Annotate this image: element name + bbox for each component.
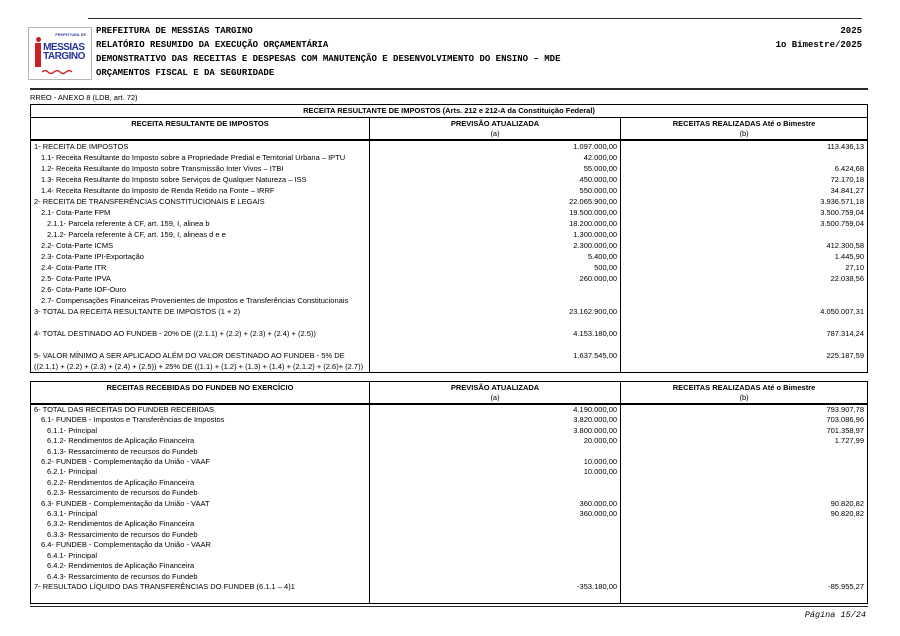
table-row [31, 229, 868, 240]
row-label: 2.2- Cota-Parte ICMS [41, 241, 114, 250]
value-previsao-atualizada [369, 339, 620, 350]
row-label: 2.1- Cota-Parte FPM [41, 208, 111, 217]
table-row [31, 561, 868, 571]
value-receitas-realizadas [621, 540, 868, 550]
table-row [31, 572, 868, 582]
value-previsao-atualizada: 4.153.180,00 [369, 328, 620, 339]
table-row [31, 284, 868, 295]
value-previsao-atualizada [369, 519, 620, 529]
column-header-receita: RECEITA RESULTANTE DE IMPOSTOS [31, 118, 370, 141]
value-previsao-atualizada [369, 478, 620, 488]
table-row [31, 152, 868, 163]
header-bottom-rule [30, 88, 868, 90]
table-row [31, 295, 868, 306]
value-receitas-realizadas: 4.050.007,31 [621, 306, 868, 317]
value-previsao-atualizada: 55.000,00 [369, 163, 620, 174]
value-previsao-atualizada [369, 317, 620, 328]
value-receitas-realizadas: 3.500.759,04 [621, 207, 868, 218]
row-label: 6.2.2- Rendimentos de Aplicação Financeira [47, 477, 195, 487]
value-receitas-realizadas [621, 561, 868, 571]
row-label: 1.3- Receita Resultante do Imposto sobre Serviços de Qualquer Natureza – ISS [41, 175, 307, 184]
prefeitura-logo [28, 27, 92, 80]
report-period: 1o Bimestre/2025 [775, 40, 862, 50]
value-previsao-atualizada: 3.820.000,00 [369, 415, 620, 425]
value-receitas-realizadas: 412.300,58 [621, 240, 868, 251]
table-row [31, 174, 868, 185]
row-label: 6.1.1- Principal [47, 425, 98, 435]
value-receitas-realizadas [621, 519, 868, 529]
value-receitas-realizadas: 90.820,82 [621, 509, 868, 519]
table-row [31, 185, 868, 196]
row-label: 6.4.1- Principal [47, 550, 98, 560]
row-label: 2.1.2- Parcela referente à CF, art. 159, I, alineas d e e [47, 230, 226, 239]
column-header-previsao: PREVISÃO ATUALIZADA (a) [369, 118, 620, 141]
value-previsao-atualizada: 1.300.000,00 [369, 229, 620, 240]
value-previsao-atualizada [369, 488, 620, 498]
value-previsao-atualizada: 20.000,00 [369, 436, 620, 446]
table-row [31, 457, 868, 467]
value-receitas-realizadas: 701.358,97 [621, 426, 868, 436]
value-receitas-realizadas: 793.907,78 [621, 404, 868, 415]
value-receitas-realizadas: 1.727,99 [621, 436, 868, 446]
value-receitas-realizadas [621, 592, 868, 603]
value-receitas-realizadas [621, 457, 868, 467]
table1-title: RECEITA RESULTANTE DE IMPOSTOS (Arts. 212 e 212-A da Constituição Federal) [31, 105, 868, 118]
spacer-row [31, 317, 868, 328]
anexo-label: RREO - ANEXO 8 (LDB, art. 72) [30, 93, 138, 102]
value-receitas-realizadas [621, 530, 868, 540]
table-row [31, 273, 868, 284]
value-receitas-realizadas [621, 284, 868, 295]
value-previsao-atualizada: 360.000,00 [369, 499, 620, 509]
row-label: 6.2- FUNDEB - Complementação da União - VAAF [41, 457, 211, 467]
value-receitas-realizadas [621, 572, 868, 582]
value-receitas-realizadas [621, 229, 868, 240]
row-label: 2- RECEITA DE TRANSFERÊNCIAS CONSTITUCIONAIS E LEGAIS [34, 197, 265, 206]
value-receitas-realizadas: 22.038,56 [621, 273, 868, 284]
value-receitas-realizadas: 787.314,24 [621, 328, 868, 339]
report-title: RELATÓRIO RESUMIDO DA EXECUÇÃO ORÇAMENTÁRIA [96, 40, 329, 50]
value-previsao-atualizada: -353.180,00 [369, 582, 620, 592]
table1-title-row [31, 105, 868, 118]
table-row [31, 426, 868, 436]
value-previsao-atualizada [369, 592, 620, 603]
value-receitas-realizadas [621, 488, 868, 498]
value-previsao-atualizada: 19.500.000,00 [369, 207, 620, 218]
table-row [31, 404, 868, 415]
value-previsao-atualizada [369, 284, 620, 295]
page-number: Página 15/24 [804, 610, 866, 620]
row-label: 7- RESULTADO LÍQUIDO DAS TRANSFERÊNCIAS DO FUNDEB (6.1.1 – 4)1 [34, 581, 295, 591]
row-label: 5- VALOR MÍNIMO A SER APLICADO ALÉM DO VALOR DESTINADO AO FUNDEB - 5% DE ((2.1.1) + (2.2) + (2.3) + (2.4) + (2.5)) + 25% DE ((1.1) + (1.2) + (1.3) + (1.4) + (2.1.2) + (2.6)+ (2.7)) [34, 351, 364, 371]
value-previsao-atualizada: 18.200.000,00 [369, 218, 620, 229]
table-row [31, 478, 868, 488]
table-row [31, 530, 868, 540]
column-header-realizadas: RECEITAS REALIZADAS Até o Bimestre (b) [621, 118, 868, 141]
value-previsao-atualizada [369, 572, 620, 582]
table-row [31, 163, 868, 174]
value-previsao-atualizada [369, 530, 620, 540]
table-row [31, 519, 868, 529]
table-row [31, 262, 868, 273]
logo-row [35, 37, 85, 67]
row-label: 6.4.3- Ressarcimento de recursos do Fundeb [47, 571, 198, 581]
value-previsao-atualizada [369, 540, 620, 550]
value-receitas-realizadas: 90.820,82 [621, 499, 868, 509]
value-receitas-realizadas: 34.841,27 [621, 185, 868, 196]
column-header-previsao: PREVISÃO ATUALIZADA (a) [369, 382, 620, 405]
row-label: 6.3- FUNDEB - Complementação da União - VAAT [41, 498, 210, 508]
row-label [31, 339, 370, 350]
value-previsao-atualizada: 3.800.000,00 [369, 426, 620, 436]
table-row [31, 218, 868, 229]
value-receitas-realizadas [621, 447, 868, 457]
row-label: 2.5- Cota-Parte IPVA [41, 274, 111, 283]
value-previsao-atualizada [369, 561, 620, 571]
value-previsao-atualizada: 260.000,00 [369, 273, 620, 284]
table2-header-row [31, 382, 868, 405]
column-header-fundeb: RECEITAS RECEBIDAS DO FUNDEB NO EXERCÍCIO [31, 382, 370, 405]
table-row [31, 306, 868, 317]
table-row [31, 467, 868, 477]
value-receitas-realizadas: 225.187,59 [621, 350, 868, 373]
value-previsao-atualizada: 550.000,00 [369, 185, 620, 196]
value-previsao-atualizada [369, 551, 620, 561]
value-receitas-realizadas [621, 467, 868, 477]
value-previsao-atualizada [369, 295, 620, 306]
table-row [31, 251, 868, 262]
row-label: 2.7- Compensações Financeiras Provenientes de Impostos e Transferências Constitucionais [41, 296, 349, 305]
value-receitas-realizadas [621, 339, 868, 350]
value-receitas-realizadas: 3.500.759,04 [621, 218, 868, 229]
row-label: 1.1- Receita Resultante do Imposto sobre a Propriedade Predial e Territorial Urbana – IPTU [41, 153, 346, 162]
logo-name [43, 43, 85, 61]
row-label: 1.2- Receita Resultante do Imposto sobre Transmissão Inter Vivos – ITBI [41, 164, 284, 173]
row-label: 6.1- FUNDEB - Impostos e Transferências de Impostos [41, 415, 225, 425]
value-receitas-realizadas: 27,10 [621, 262, 868, 273]
value-previsao-atualizada: 42.000,00 [369, 152, 620, 163]
spacer-row [31, 339, 868, 350]
table-row [31, 207, 868, 218]
table1-header-row [31, 118, 868, 141]
table-row [31, 328, 868, 339]
report-subtitle: DEMONSTRATIVO DAS RECEITAS E DESPESAS COM MANUTENÇÃO E DESENVOLVIMENTO DO ENSINO – MDE [96, 54, 561, 64]
column-header-realizadas: RECEITAS REALIZADAS Até o Bimestre (b) [621, 382, 868, 405]
row-label: 2.4- Cota-Parte ITR [41, 263, 107, 272]
row-label: 6.3.2- Rendimentos de Aplicação Financeira [47, 519, 195, 529]
tables-area [30, 104, 868, 604]
row-label: 4- TOTAL DESTINADO AO FUNDEB - 20% DE ((2.1.1) + (2.2) + (2.3) + (2.4) + (2.5)) [34, 329, 316, 338]
value-previsao-atualizada: 10.000,00 [369, 467, 620, 477]
value-previsao-atualizada: 5.400,00 [369, 251, 620, 262]
table-row [31, 350, 868, 373]
value-previsao-atualizada [369, 447, 620, 457]
header-top-rule [88, 18, 862, 19]
table-row [31, 540, 868, 550]
row-label: 6.4- FUNDEB - Complementação da União - VAAR [41, 540, 211, 550]
report-scope: ORÇAMENTOS FISCAL E DA SEGURIDADE [96, 68, 275, 78]
fundeb-table [30, 381, 868, 604]
value-previsao-atualizada: 22.065.900,00 [369, 196, 620, 207]
table-row [31, 499, 868, 509]
value-previsao-atualizada: 500,00 [369, 262, 620, 273]
value-previsao-atualizada: 23.162.900,00 [369, 306, 620, 317]
value-receitas-realizadas: 1.445,90 [621, 251, 868, 262]
tables-gap [30, 373, 868, 381]
impostos-table [30, 104, 868, 373]
value-previsao-atualizada: 450.000,00 [369, 174, 620, 185]
table-row [31, 196, 868, 207]
value-previsao-atualizada: 2.300.000,00 [369, 240, 620, 251]
value-previsao-atualizada: 1.637.545,00 [369, 350, 620, 373]
row-label: 6.3.3- Ressarcimento de recursos do Fundeb [47, 529, 198, 539]
table-row [31, 447, 868, 457]
value-receitas-realizadas: 72.170,18 [621, 174, 868, 185]
row-label: 6.4.2- Rendimentos de Aplicação Financeira [47, 561, 195, 571]
value-previsao-atualizada: 1.097.000,00 [369, 140, 620, 152]
table-row [31, 509, 868, 519]
row-label: 6.3.1- Principal [47, 509, 98, 519]
row-label: 3- TOTAL DA RECEITA RESULTANTE DE IMPOSTOS (1 + 2) [34, 307, 241, 316]
value-receitas-realizadas [621, 317, 868, 328]
row-label: 1- RECEITA DE IMPOSTOS [34, 142, 129, 151]
value-receitas-realizadas: 3.936.571,18 [621, 196, 868, 207]
value-receitas-realizadas [621, 478, 868, 488]
spacer-row [31, 592, 868, 603]
value-receitas-realizadas [621, 551, 868, 561]
value-receitas-realizadas: 113.436,13 [621, 140, 868, 152]
row-label: 6.1.3- Ressarcimento de recursos do Fundeb [47, 446, 198, 456]
footer-rule [30, 606, 868, 607]
report-period-block [776, 24, 862, 52]
report-header-block [96, 24, 560, 80]
value-receitas-realizadas: 703.086,96 [621, 415, 868, 425]
value-receitas-realizadas: -85.955,27 [621, 582, 868, 592]
report-year: 2025 [840, 26, 862, 36]
row-label: 2.1.1- Parcela referente à CF, art. 159, I, alinea b [47, 219, 210, 228]
table-row [31, 415, 868, 425]
row-label: 6.2.3- Ressarcimento de recursos do Fundeb [47, 488, 198, 498]
org-name: PREFEITURA DE MESSIAS TARGINO [96, 26, 253, 36]
row-label [31, 317, 370, 328]
row-label: 2.6- Cota-Parte IOF-Ouro [41, 285, 127, 294]
table-row [31, 582, 868, 592]
logo-tagline-script [41, 68, 75, 75]
table-row [31, 551, 868, 561]
row-label: 6- TOTAL DAS RECEITAS DO FUNDEB RECEBIDAS [34, 405, 215, 414]
value-receitas-realizadas [621, 295, 868, 306]
table-row [31, 140, 868, 152]
logo-name-line1: MESSIAS [43, 41, 85, 53]
logo-top-text: PREFEITURA DE [55, 32, 86, 37]
table-row [31, 488, 868, 498]
row-label: 6.1.2- Rendimentos de Aplicação Financeira [47, 436, 195, 446]
logo-name-line2: TARGINO [43, 50, 85, 62]
value-previsao-atualizada: 4.190.000,00 [369, 404, 620, 415]
table-row [31, 436, 868, 446]
row-label: 1.4- Receita Resultante do Imposto de Renda Retido na Fonte – IRRF [41, 186, 275, 195]
value-previsao-atualizada: 360.000,00 [369, 509, 620, 519]
value-receitas-realizadas [621, 152, 868, 163]
value-receitas-realizadas: 6.424,68 [621, 163, 868, 174]
table-row [31, 240, 868, 251]
row-label: 2.3- Cota-Parte IPI-Exportação [41, 252, 144, 261]
row-label [31, 592, 370, 603]
value-previsao-atualizada: 10.000,00 [369, 457, 620, 467]
row-label: 6.2.1- Principal [47, 467, 98, 477]
logo-person-mark-icon [35, 37, 41, 67]
